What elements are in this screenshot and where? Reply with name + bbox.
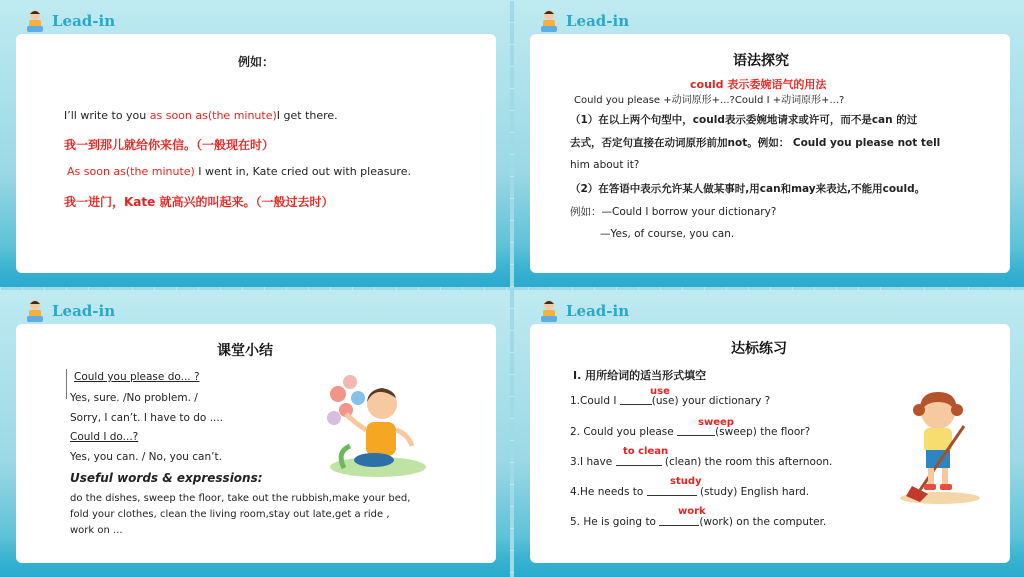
summary-line-5: Yes, you can. / No, you can’t. [70, 451, 222, 463]
useful-heading: Useful words & expressions: [70, 471, 263, 485]
boy-juggling-illustration [316, 372, 436, 482]
lead-in-header [24, 8, 115, 34]
item-2-pre: 2. Could you please [570, 426, 678, 438]
sentence-2-chinese: 我一进门，Kate 就高兴的叫起来。（一般过去时） [64, 195, 334, 209]
lead-in-title: Lead-in [566, 12, 630, 30]
slide-3[interactable] [0, 290, 510, 577]
example-answer: —Yes, of course, you can. [600, 228, 735, 240]
sentence-1-post: I get there. [276, 109, 338, 122]
item-3-pre: 3.I have [570, 456, 616, 468]
slide-card [530, 324, 1010, 563]
slide-card [530, 34, 1010, 273]
summary-line-4: Could I do...? [70, 431, 139, 443]
grammar-subtitle: could 表示委婉语气的用法 [690, 78, 827, 91]
item-4-post: (study) English hard. [696, 486, 810, 498]
expressions-line-1: do the dishes, sweep the floor, take out the rubbish,make your bed, [70, 493, 411, 504]
expressions-line-3: work on ... [70, 525, 123, 536]
answer-3: to clean [623, 446, 669, 457]
sentence-1-highlight: as soon as(the minute) [149, 109, 277, 122]
example-question: 例如：—Could I borrow your dictionary? [570, 206, 777, 218]
student-reading-icon [24, 298, 46, 324]
exercise-item-1 [570, 394, 770, 407]
girl-sweeping-illustration [890, 386, 990, 506]
student-reading-icon [538, 8, 560, 34]
sentence-2-highlight: As soon as(the minute) [67, 165, 195, 178]
slide-card [16, 324, 496, 563]
grammar-title: 语法探究 [733, 53, 789, 69]
item-4-pre: 4.He needs to [570, 486, 647, 498]
item-5-pre: 5. He is going to [570, 516, 660, 528]
blank-1[interactable] [620, 394, 652, 405]
example-label: 例如： [238, 55, 275, 69]
exercise-title: 达标练习 [731, 341, 787, 357]
student-reading-icon [538, 298, 560, 324]
answer-2: sweep [698, 417, 734, 428]
lead-in-title: Lead-in [52, 302, 116, 320]
sentence-1-chinese: 我一到那儿就给你来信。（一般现在时） [64, 138, 275, 152]
student-reading-icon [24, 8, 46, 34]
lead-in-header [538, 8, 629, 34]
item-1-post: (use) your dictionary ? [651, 395, 771, 407]
sentence-1 [64, 109, 338, 122]
lead-in-title: Lead-in [566, 302, 630, 320]
answer-5: work [678, 506, 706, 517]
summary-line-3: Sorry, I can’t. I have to do .... [70, 412, 224, 424]
sentence-pattern: Could you please +动词原形+...?Could I +动词原形+...? [574, 95, 845, 106]
item-3-post: (clean) the room this afternoon. [661, 456, 833, 468]
item-2-post: (sweep) the floor? [715, 426, 811, 438]
sentence-2 [67, 165, 411, 178]
exercise-item-3 [570, 455, 832, 468]
answer-4: study [670, 476, 702, 487]
item-5-post: (work) on the computer. [699, 516, 827, 528]
summary-line-2: Yes, sure. /No problem. / [70, 392, 198, 404]
rule-1-line-a: （1）在以上两个句型中，could表示委婉地请求或许可，而不是can 的过 [570, 114, 918, 126]
rule-2: （2）在答语中表示允许某人做某事时,用can和may来表达,不能用could。 [570, 183, 926, 195]
rule-1-line-c: him about it? [570, 159, 640, 171]
lead-in-header [538, 298, 629, 324]
slide-1[interactable] [0, 0, 510, 287]
lead-in-title: Lead-in [52, 12, 116, 30]
rule-1-line-b: 去式，否定句直接在动词原形前加not。例如： Could you please not tell [570, 137, 941, 149]
summary-line-1: Could you please do... ? [74, 371, 200, 383]
lead-in-header [24, 298, 115, 324]
expressions-line-2: fold your clothes, clean the living room,stay out late,get a ride , [70, 509, 390, 520]
slide-2[interactable] [514, 0, 1024, 287]
exercise-section: Ⅰ. 用所给词的适当形式填空 [573, 369, 707, 382]
slide-card [16, 34, 496, 273]
summary-title: 课堂小结 [217, 343, 273, 359]
bracket-line [66, 369, 67, 399]
exercise-item-2 [570, 425, 810, 438]
sentence-1-pre: I’ll write to you [64, 109, 150, 122]
sentence-2-post: I went in, Kate cried out with pleasure. [194, 165, 411, 178]
item-1-pre: 1.Could I [570, 395, 620, 407]
answer-1: use [650, 386, 670, 397]
slide-4[interactable] [514, 290, 1024, 577]
